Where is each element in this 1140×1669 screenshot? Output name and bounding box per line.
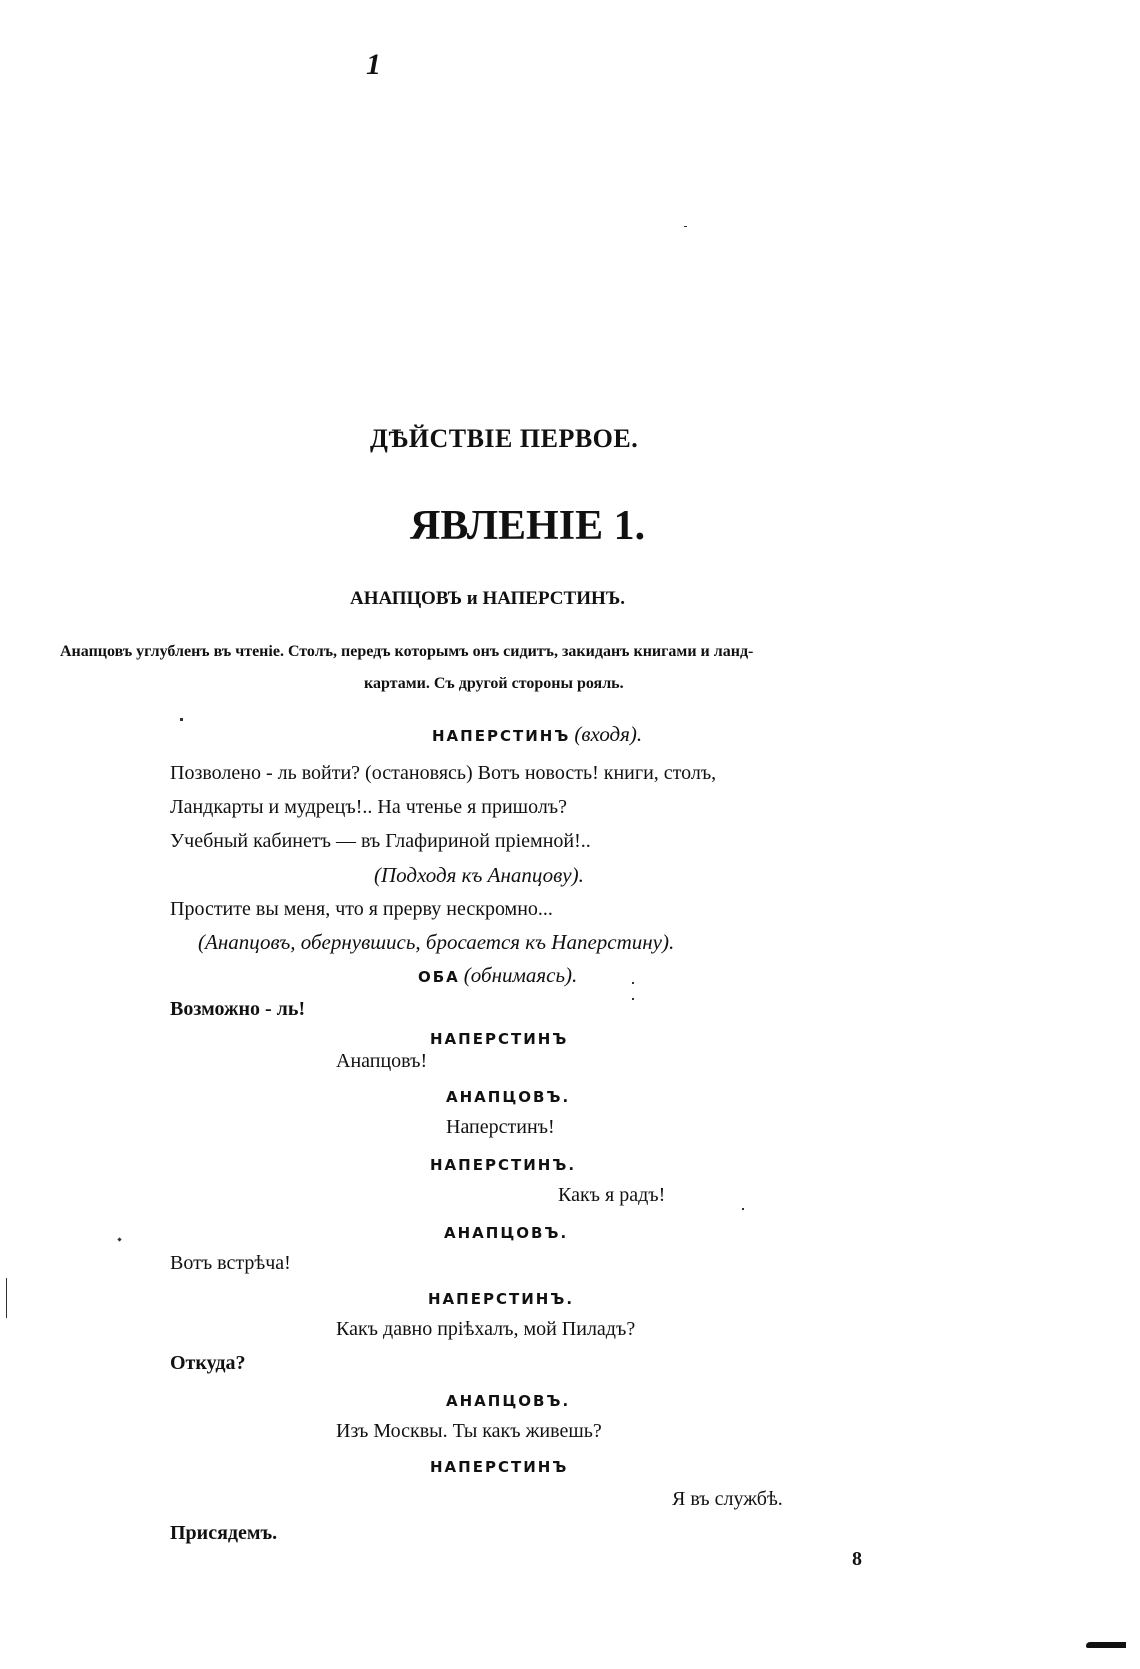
characters-heading: АНАПЦОВЪ и НАПЕРСТИНЪ. (350, 588, 626, 609)
speaker-name: АНАПЦОВЪ. (444, 1224, 569, 1242)
verse-line: Откуда? (170, 1352, 246, 1374)
scan-speck (684, 226, 687, 227)
speaker-name: НАПЕРСТИНЪ (430, 1030, 569, 1048)
speaker-name: НАПЕРСТИНЪ (430, 1458, 569, 1476)
page-number: 8 (852, 1548, 862, 1570)
speaker-direction: (обнимаясь). (463, 963, 578, 987)
scan-speck (632, 982, 634, 984)
verse-line: Присядемъ. (170, 1522, 278, 1544)
scan-edge-mark (6, 1278, 7, 1318)
verse-line: Я въ службѣ. (672, 1488, 783, 1510)
speaker-name: ОБА (418, 968, 460, 986)
scan-speck (632, 998, 634, 1000)
scan-speck (742, 1208, 744, 1210)
verse-line: Какъ я радъ! (558, 1184, 666, 1206)
scene-title: ЯВЛЕНІЕ 1. (410, 503, 646, 549)
stage-direction: (Подходя къ Анапцову). (374, 863, 584, 887)
act-title: ДѢЙСТВІЕ ПЕРВОЕ. (370, 424, 639, 453)
speaker-name: НАПЕРСТИНЪ. (428, 1290, 575, 1308)
verse-line: Наперстинъ! (446, 1116, 555, 1138)
stage-direction: (Анапцовъ, обернувшись, бросается къ Наперстину). (198, 930, 675, 954)
verse-line: Вотъ встрѣча! (170, 1252, 291, 1274)
scan-speck (117, 1237, 121, 1241)
speaker-name: НАПЕРСТИНЪ. (430, 1156, 577, 1174)
corner-mark: 1 (366, 48, 381, 81)
verse-line: Позволено - ль войти? (остановясь) Вотъ новость! книги, столъ, (170, 762, 717, 784)
speaker-name: НАПЕРСТИНЪ (432, 727, 571, 745)
scan-edge-mark (1086, 1642, 1126, 1648)
verse-line: Возможно - ль! (170, 998, 306, 1020)
verse-line: Учебный кабинетъ — въ Глафириной пріемной!.. (170, 830, 591, 852)
verse-line: Изъ Москвы. Ты какъ живешь? (336, 1420, 602, 1442)
speaker-heading (418, 963, 577, 988)
speaker-direction: (входя). (574, 722, 643, 746)
speaker-name: АНАПЦОВЪ. (446, 1392, 571, 1410)
verse-line: Анапцовъ! (336, 1050, 428, 1072)
verse-line: Какъ давно пріѣхалъ, мой Пиладъ? (336, 1318, 636, 1340)
stage-direction-line-1: Анапцовъ углубленъ въ чтеніе. Столъ, передъ которымъ онъ сидитъ, закиданъ книгами и ланд- (60, 643, 754, 660)
stage-direction-line-2: картами. Съ другой стороны рояль. (364, 675, 624, 692)
scan-speck (180, 718, 183, 721)
verse-line: Ландкарты и мудрецъ!.. На чтенье я пришолъ? (170, 796, 568, 818)
verse-line: Простите вы меня, что я прерву нескромно... (170, 898, 553, 920)
speaker-name: АНАПЦОВЪ. (446, 1088, 571, 1106)
speaker-heading (432, 722, 642, 747)
